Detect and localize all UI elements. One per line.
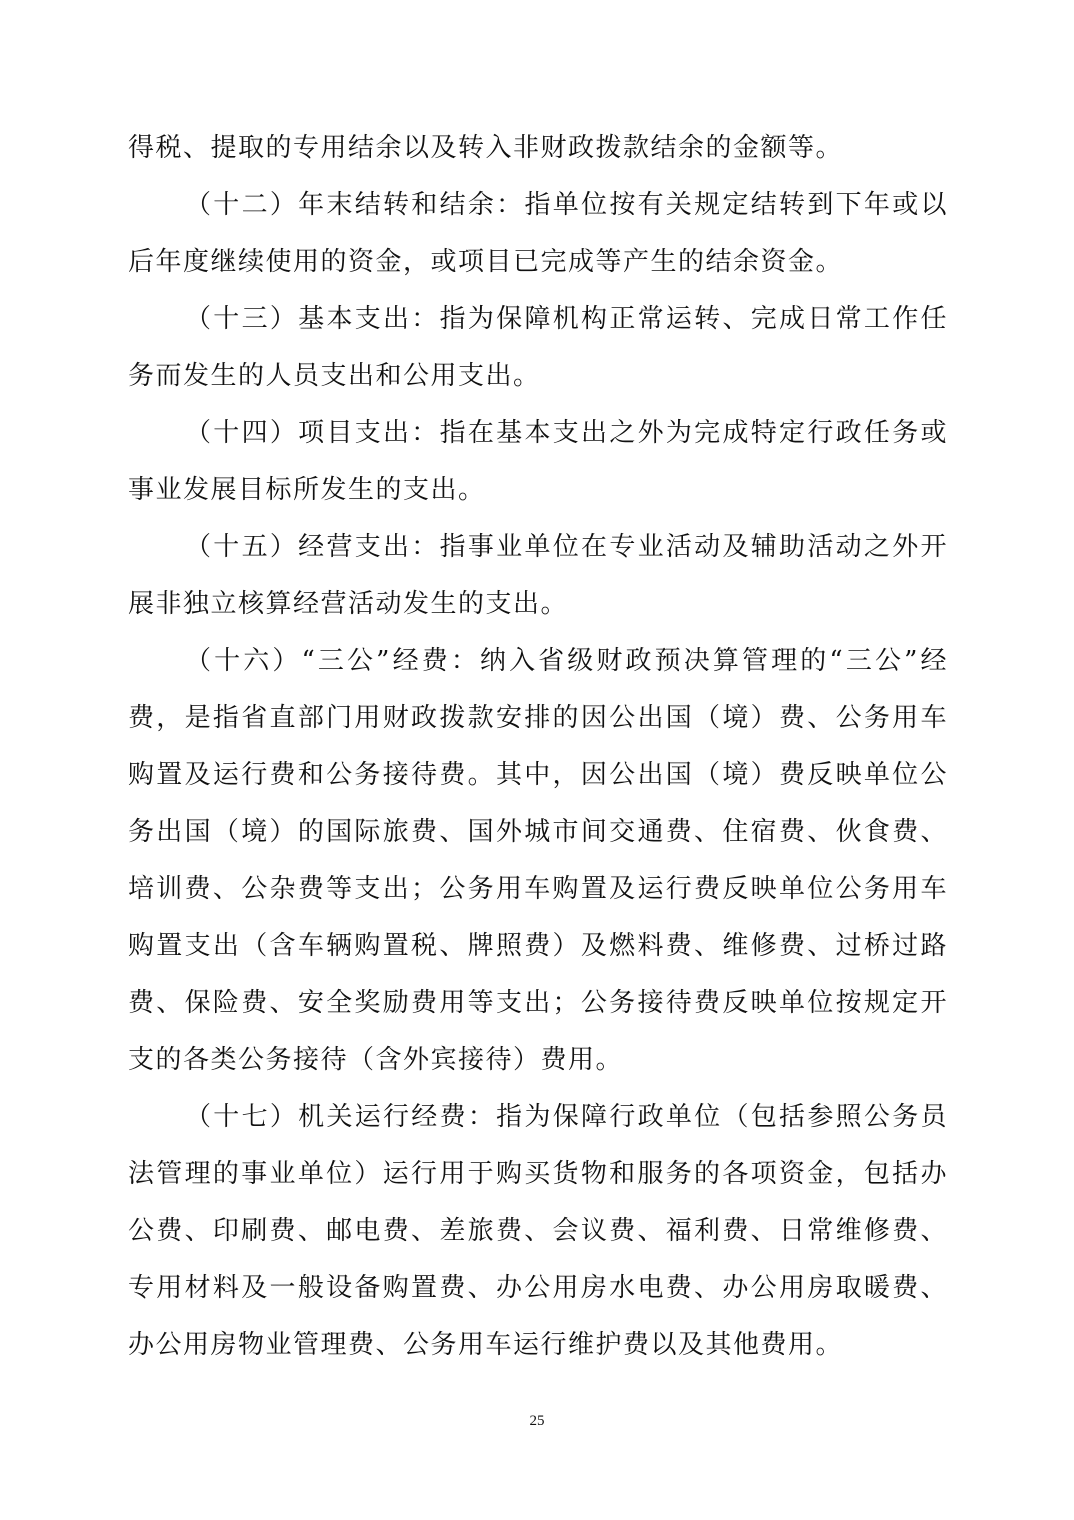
paragraph-item-13: （十三）基本支出：指为保障机构正常运转、完成日常工作任务而发生的人员支出和公用支出。 xyxy=(128,304,948,391)
document-body xyxy=(128,120,948,1374)
paragraph-item-15: （十五）经营支出：指事业单位在专业活动及辅助活动之外开展非独立核算经营活动发生的支出。 xyxy=(128,532,948,619)
paragraph-item-17: （十七）机关运行经费：指为保障行政单位（包括参照公务员法管理的事业单位）运行用于购买货物和服务的各项资金，包括办公费、印刷费、邮电费、差旅费、会议费、福利费、日常维修费、专用材料及一般设备购置费、办公用房水电费、办公用房取暖费、办公用房物业管理费、公务用车运行维护费以及其他费用。 xyxy=(128,1102,948,1360)
paragraph-item-12: （十二）年末结转和结余：指单位按有关规定结转到下年或以后年度继续使用的资金，或项目已完成等产生的结余资金。 xyxy=(128,190,948,277)
paragraph-item-16: （十六）“三公”经费：纳入省级财政预决算管理的“三公”经费，是指省直部门用财政拨款安排的因公出国（境）费、公务用车购置及运行费和公务接待费。其中，因公出国（境）费反映单位公务出国（境）的国际旅费、国外城市间交通费、住宿费、伙食费、培训费、公杂费等支出；公务用车购置及运行费反映单位公务用车购置支出（含车辆购置税、牌照费）及燃料费、维修费、过桥过路费、保险费、安全奖励费用等支出；公务接待费反映单位按规定开支的各类公务接待（含外宾接待）费用。 xyxy=(128,646,948,1075)
page-number: 25 xyxy=(529,1413,545,1429)
paragraph-continuation: 得税、提取的专用结余以及转入非财政拨款结余的金额等。 xyxy=(128,133,844,163)
paragraph-item-14: （十四）项目支出：指在基本支出之外为完成特定行政任务或事业发展目标所发生的支出。 xyxy=(128,418,948,505)
